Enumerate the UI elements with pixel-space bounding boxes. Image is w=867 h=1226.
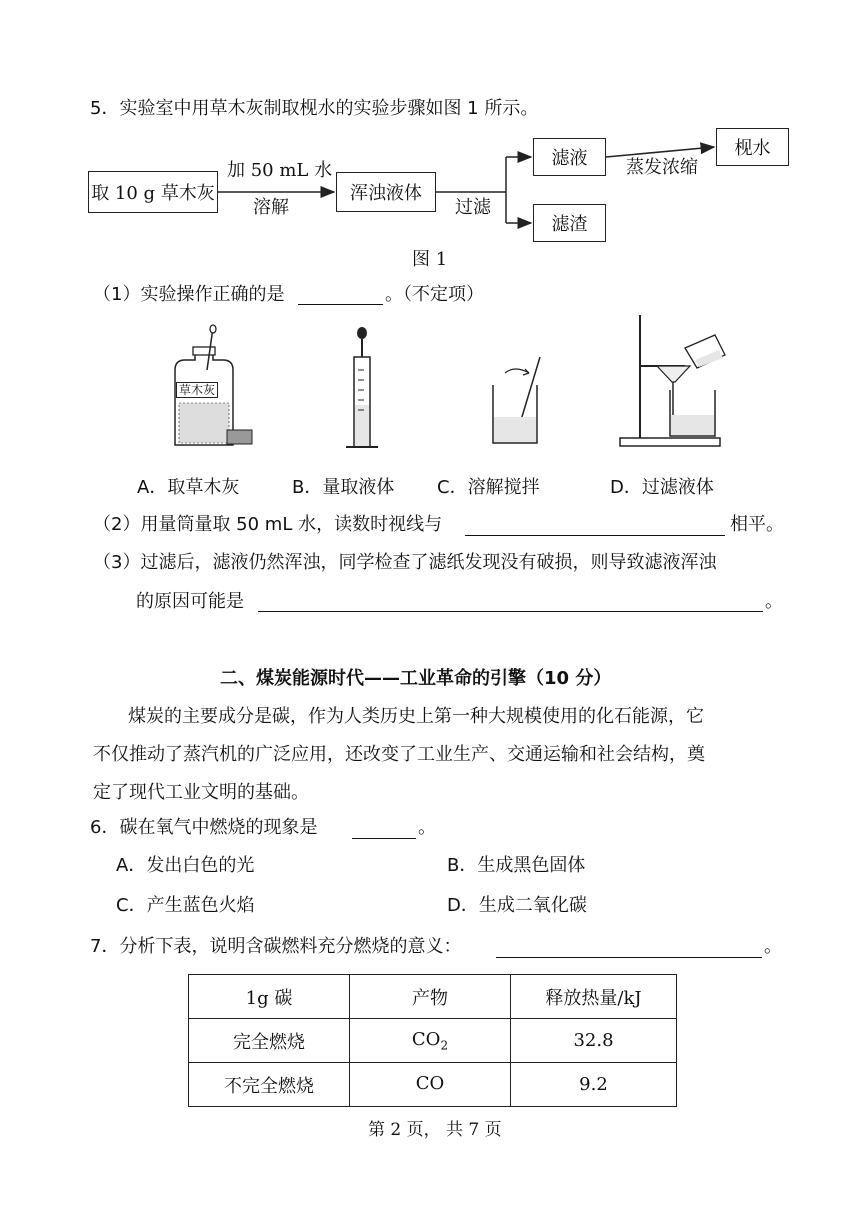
table-cell: 32.8 <box>511 1019 677 1063</box>
table-cell: 完全燃烧 <box>189 1019 350 1063</box>
table-header-cell: 产物 <box>350 975 511 1019</box>
flow-product-box: 枧水 <box>716 128 789 166</box>
table-row <box>189 1019 677 1063</box>
flow-start-box: 取 10 g 草木灰 <box>88 171 218 213</box>
illustration-beaker-stir <box>485 355 555 455</box>
page-footer: 第 2 页， 共 7 页 <box>368 1120 502 1140</box>
q6-option-d: D．生成二氧化碳 <box>447 895 587 916</box>
q5-sub3-tail: 。 <box>765 591 783 612</box>
q6-option-b: B．生成黑色固体 <box>447 855 586 876</box>
table-header-cell: 释放热量/kJ <box>511 975 677 1019</box>
flow-residue-box: 滤渣 <box>533 204 606 242</box>
section2-intro-line3: 定了现代工业文明的基础。 <box>93 782 309 803</box>
q5-sub3-line1: （3）过滤后，滤液仍然浑浊，同学检查了滤纸发现没有破损，则导致滤液浑浊 <box>93 552 717 573</box>
flow-arrows <box>0 0 867 260</box>
figure-caption: 图 1 <box>412 249 448 270</box>
q6-option-a: A．发出白色的光 <box>116 855 255 876</box>
section2-intro-line2: 不仅推动了蒸汽机的广泛应用，还改变了工业生产、交通运输和社会结构，奠 <box>93 744 705 765</box>
section2-title: 二、煤炭能源时代——工业革命的引擎（10 分） <box>220 668 612 689</box>
table-row <box>189 1063 677 1107</box>
q5-option-b: B．量取液体 <box>292 477 395 498</box>
table-cell: 不完全燃烧 <box>189 1063 350 1107</box>
table-header-row <box>189 975 677 1019</box>
q5-sub3-answer-blank[interactable] <box>258 611 763 612</box>
flow-evaporate-label: 蒸发浓缩 <box>626 157 698 178</box>
flow-filter-label: 过滤 <box>455 197 491 218</box>
flow-arrow1-top-label: 加 50 mL 水 <box>227 160 333 181</box>
flow-middle-box: 浑浊液体 <box>336 172 436 212</box>
formula-subscript: 2 <box>440 1038 449 1053</box>
q5-sub2-tail: 相平。 <box>730 514 784 535</box>
combustion-table <box>188 974 677 1107</box>
flow-arrow1-bottom-label: 溶解 <box>253 197 289 218</box>
q7-answer-blank[interactable] <box>496 957 762 958</box>
q6-stem-tail: 。 <box>418 817 436 838</box>
table-cell <box>350 1063 511 1107</box>
q7-stem: 7．分析下表，说明含碳燃料充分燃烧的意义： <box>90 936 462 957</box>
q6-stem: 6．碳在氧气中燃烧的现象是 <box>90 817 318 838</box>
q5-option-a: A．取草木灰 <box>137 477 240 498</box>
q5-sub1-answer-blank[interactable] <box>298 304 383 305</box>
jar-label: 草木灰 <box>176 382 218 398</box>
illustration-filtration <box>615 310 735 450</box>
q7-stem-tail: 。 <box>764 936 782 957</box>
q5-option-d: D．过滤液体 <box>610 477 714 498</box>
formula-main: CO <box>415 1072 445 1094</box>
q6-option-c: C．产生蓝色火焰 <box>116 895 255 916</box>
q5-stem: 5．实验室中用草木灰制取枧水的实验步骤如图 1 所示。 <box>90 98 539 119</box>
table-cell <box>350 1019 511 1063</box>
section2-intro-line1: 煤炭的主要成分是碳，作为人类历史上第一种大规模使用的化石能源，它 <box>128 706 704 727</box>
q6-answer-blank[interactable] <box>352 838 416 839</box>
q5-sub1: （1）实验操作正确的是 <box>93 284 285 305</box>
q5-sub2: （2）用量筒量取 50 mL 水，读数时视线与 <box>93 514 443 535</box>
q5-option-c: C．溶解搅拌 <box>437 477 540 498</box>
q5-sub3-line2: 的原因可能是 <box>136 591 244 612</box>
formula-main: CO <box>411 1028 441 1050</box>
table-header-cell: 1g 碳 <box>189 975 350 1019</box>
flow-filtrate-box: 滤液 <box>533 138 606 176</box>
illustration-cylinder <box>340 325 390 455</box>
table-cell: 9.2 <box>511 1063 677 1107</box>
q5-sub2-answer-blank[interactable] <box>465 535 725 536</box>
q5-sub1-tail: 。（不定项） <box>385 284 484 305</box>
